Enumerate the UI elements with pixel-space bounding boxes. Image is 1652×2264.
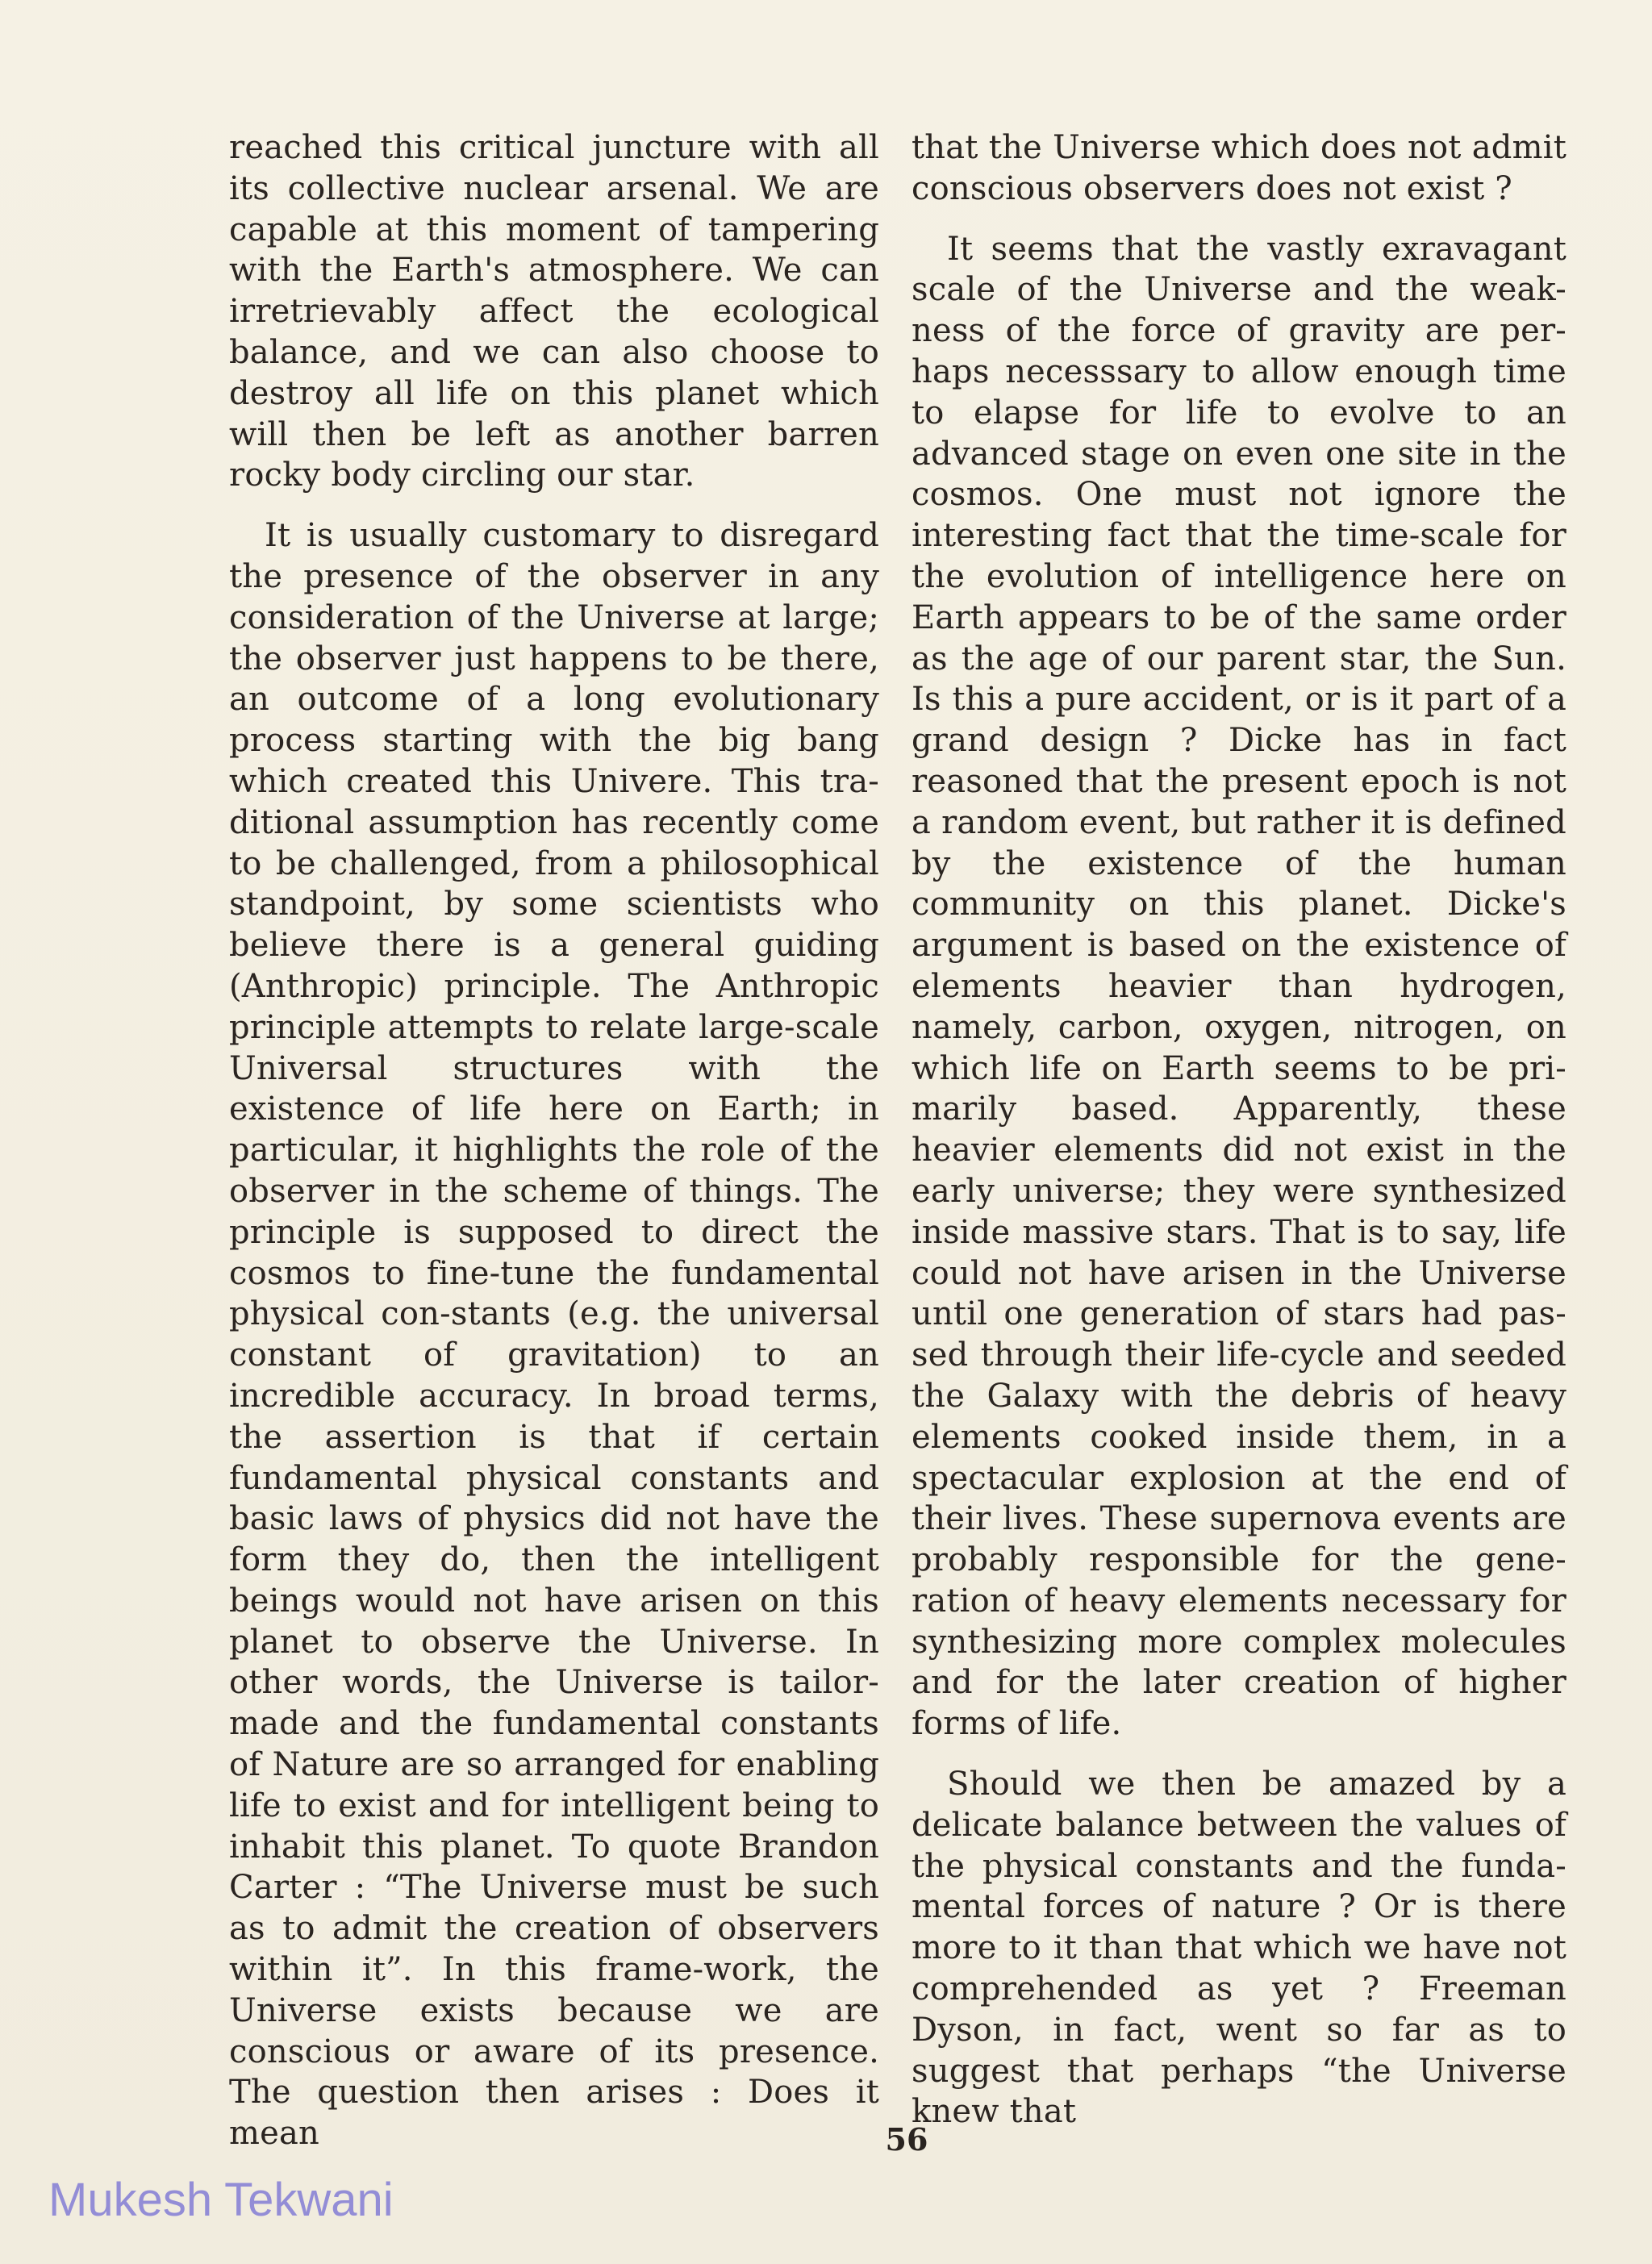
right-paragraph-3: Should we then be amazed by a delicate balance between the values of the physical constants and the funda-mental forces of nature ? Or is there more to it than that which we have not comprehended as yet ? Freeman Dyson, in fact, went so far as to suggest that perhaps “the Universe knew that xyxy=(912,1766,1566,2131)
right-paragraph-2: It seems that the vastly exravagant scale of the Universe and the weak-ness of the force of gravity are per-haps necesssary to allow enough time to elapse for life to evolve to an advanced stage on even one site in the cosmos. One must not ignore the interesting fact that the time-scale for the evolution of intelligence here on Earth appears to be of the same order as the age of our parent star, the Sun. Is this a pure accident, or is it part of a grand design ? Dicke has in fact reasoned that the present epoch is not a random event, but rather it is defined by the existence of the human community on this planet. Dicke's argument is based on the existence of elements heavier than hydrogen, namely, carbon, oxygen, nitrogen, on which life on Earth seems to be pri-marily based. Apparently, these heavier elements did not exist in the early universe; they were synthesized inside massive stars. That is to say, life could not have arisen in the Universe until one generation of stars had pas-sed through their life-cycle and seeded the Galaxy with the debris of heavy elements cooked inside them, in a spectacular explosion at the end of their lives. These supernova events are probably responsible for the gene-ration of heavy elements necessary for synthesizing more complex molecules and for the later creation of higher forms of life. xyxy=(912,230,1566,1743)
watermark-text: Mukesh Tekwani xyxy=(48,2174,394,2226)
page-number: 56 xyxy=(885,2121,928,2158)
left-paragraph-1: reached this critical juncture with all its collective nuclear arsenal. We are capable at this moment of tampering with the Earth's atmosphere. We can irretrievably affect the ecological balance, and we can also choose to destroy all life on this planet which will then be left as another barren rocky body circling our star. xyxy=(229,129,879,494)
right-paragraph-1: that the Universe which does not admit conscious observers does not exist ? xyxy=(912,129,1566,207)
right-text-column xyxy=(912,127,1566,2152)
left-text-column xyxy=(229,127,879,2174)
left-paragraph-2: It is usually customary to disregard the presence of the observer in any consideration of the Universe at large; the observer just happens to be there, an outcome of a long evolutionary process starting with the big bang which created this Univere. This tra-ditional assumption has recently come to be challenged, from a philosophical standpoint, by some scientists who believe there is a general guiding (Anthropic) principle. The Anthropic principle attempts to relate large-scale Universal structures with the existence of life here on Earth; in particular, it highlights the role of the observer in the scheme of things. The principle is supposed to direct the cosmos to fine-tune the fundamental physical con-stants (e.g. the universal constant of gravitation) to an incredible accuracy. In broad terms, the assertion is that if certain fundamental physical constants and basic laws of physics did not have the form they do, then the intelligent beings would not have arisen on this planet to observe the Universe. In other words, the Universe is tailor-made and the fundamental constants of Nature are so arranged for enabling life to exist and for intelligent being to inhabit this planet. To quote Brandon Carter : “The Universe must be such as to admit the creation of observers within it”. In this frame-work, the Universe exists because we are conscious or aware of its presence. The question then arises : Does it mean xyxy=(229,517,879,2153)
